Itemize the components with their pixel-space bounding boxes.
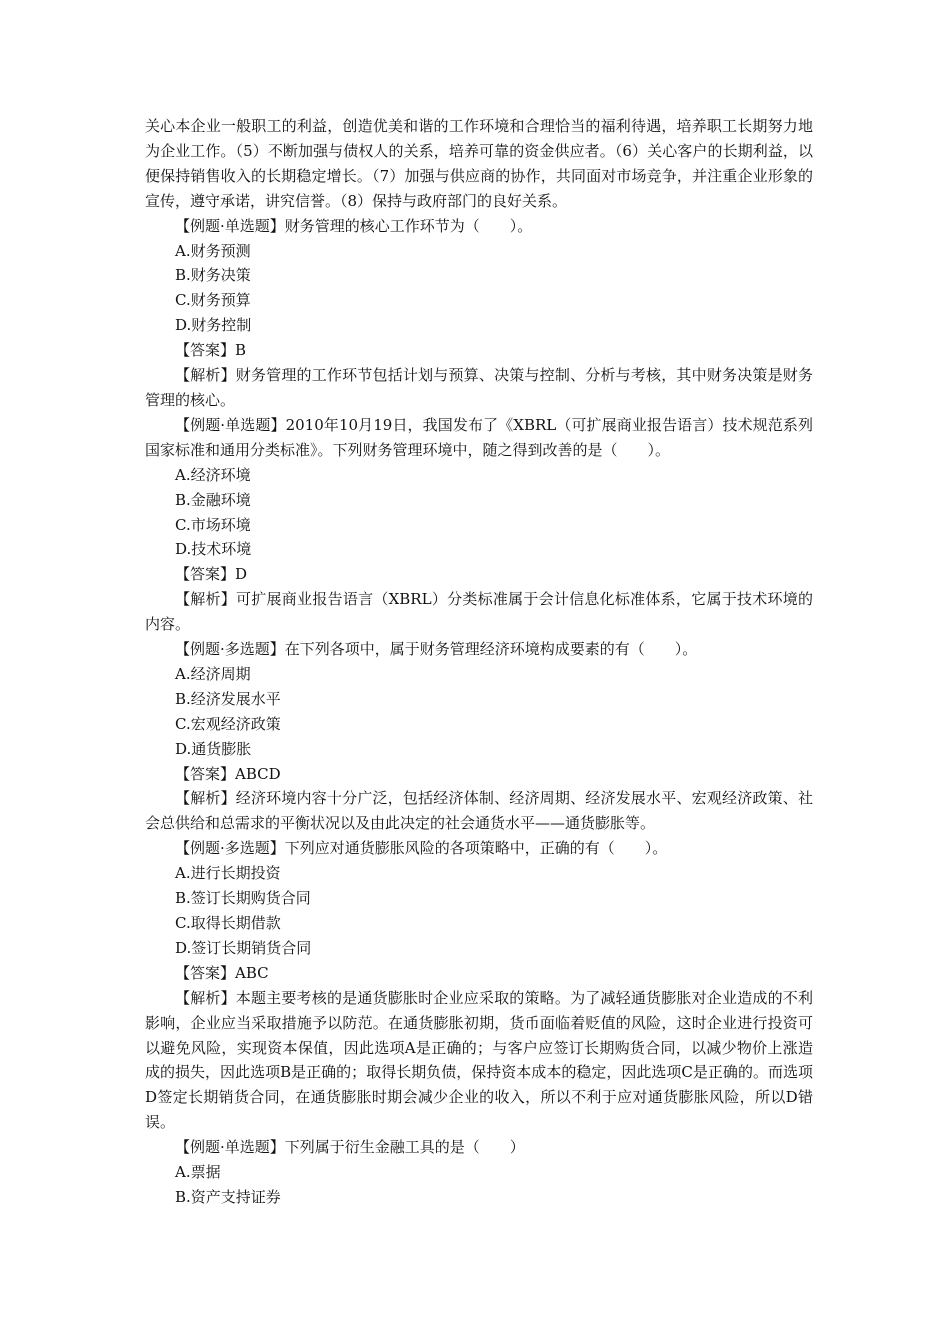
question-2-option-c: C.市场环境 bbox=[175, 515, 251, 534]
question-4-answer: 【答案】ABC bbox=[175, 963, 269, 982]
question-1-option-d: D.财务控制 bbox=[175, 316, 252, 335]
question-3-analysis: 【解析】经济环境内容十分广泛，包括经济体制、经济周期、经济发展水平、宏观经济政策、社会总供给和总需求的平衡状况以及由此决定的社会通货水平——通货膨胀等。 bbox=[145, 789, 813, 833]
question-1-analysis: 【解析】财务管理的工作环节包括计划与预算、决策与控制、分析与考核，其中财务决策是财务管理的核心。 bbox=[145, 366, 813, 409]
document-page bbox=[145, 114, 813, 1210]
question-2-option-a: A.经济环境 bbox=[175, 465, 251, 484]
question-4-option-d: D.签订长期销货合同 bbox=[175, 938, 312, 957]
question-1-stem: 【例题·单选题】财务管理的核心工作环节为（ ）。 bbox=[175, 216, 533, 235]
question-1-option-b: B.财务决策 bbox=[175, 266, 251, 285]
question-2-option-d: D.技术环境 bbox=[175, 540, 252, 559]
question-2-stem: 【例题·单选题】2010年10月19日，我国发布了《XBRL（可扩展商业报告语言）技术规范系列国家标准和通用分类标准》。下列财务管理环境中，随之得到改善的是（ ）。 bbox=[145, 415, 813, 459]
question-4-option-c: C.取得长期借款 bbox=[175, 914, 281, 932]
question-1-answer: 【答案】B bbox=[175, 341, 247, 360]
question-3-stem: 【例题·多选题】在下列各项中，属于财务管理经济环境构成要素的有（ ）。 bbox=[175, 640, 698, 659]
question-5-option-b: B.资产支持证券 bbox=[175, 1187, 281, 1206]
question-3-option-c: C.宏观经济政策 bbox=[175, 714, 281, 733]
question-4-option-b: B.签订长期购货合同 bbox=[175, 889, 311, 908]
question-4-option-a: A.进行长期投资 bbox=[175, 864, 281, 883]
question-5-option-a: A.票据 bbox=[175, 1163, 221, 1182]
question-3-option-b: B.经济发展水平 bbox=[175, 689, 281, 708]
question-3-option-a: A.经济周期 bbox=[175, 664, 251, 683]
question-3-option-d: D.通货膨胀 bbox=[175, 739, 252, 758]
question-1-option-a: A.财务预测 bbox=[175, 241, 251, 260]
question-2-answer: 【答案】D bbox=[175, 565, 248, 584]
question-2-analysis: 【解析】可扩展商业报告语言（XBRL）分类标准属于会计信息化标准体系，它属于技术环境的内容。 bbox=[145, 590, 813, 634]
question-5-stem: 【例题·单选题】下列属于衍生金融工具的是（ ） bbox=[175, 1138, 525, 1157]
intro-paragraph: 关心本企业一般职工的利益，创造优美和谐的工作环境和合理恰当的福利待遇，培养职工长期努力地为企业工作。（5）不断加强与债权人的关系，培养可靠的资金供应者。（6）关心客户的长期利益，以便保持销售收入的长期稳定增长。（7）加强与供应商的协作，共同面对市场竞争，并注重企业形象的宣传，遵守承诺，讲究信誉。（8）保持与政府部门的良好关系。 bbox=[145, 117, 813, 210]
question-3-answer: 【答案】ABCD bbox=[175, 764, 281, 783]
question-4-stem: 【例题·多选题】下列应对通货膨胀风险的各项策略中，正确的有（ ）。 bbox=[175, 839, 668, 858]
question-1-option-c: C.财务预算 bbox=[175, 291, 251, 310]
question-4-analysis: 【解析】本题主要考核的是通货膨胀时企业应采取的策略。为了减轻通货膨胀对企业造成的不利影响，企业应当采取措施予以防范。在通货膨胀初期，货币面临着贬值的风险，这时企业进行投资可以避免风险，实现资本保值，因此选项A是正确的；与客户应签订长期购货合同，以减少物价上涨造成的损失，因此选项B是正确的；取得长期负债，保持资本成本的稳定，因此选项C是正确的。而选项D签定长期销货合同，在通货膨胀时期会减少企业的收入，所以不利于应对通货膨胀风险，所以D错误。 bbox=[145, 988, 813, 1132]
question-2-option-b: B.金融环境 bbox=[175, 490, 251, 509]
